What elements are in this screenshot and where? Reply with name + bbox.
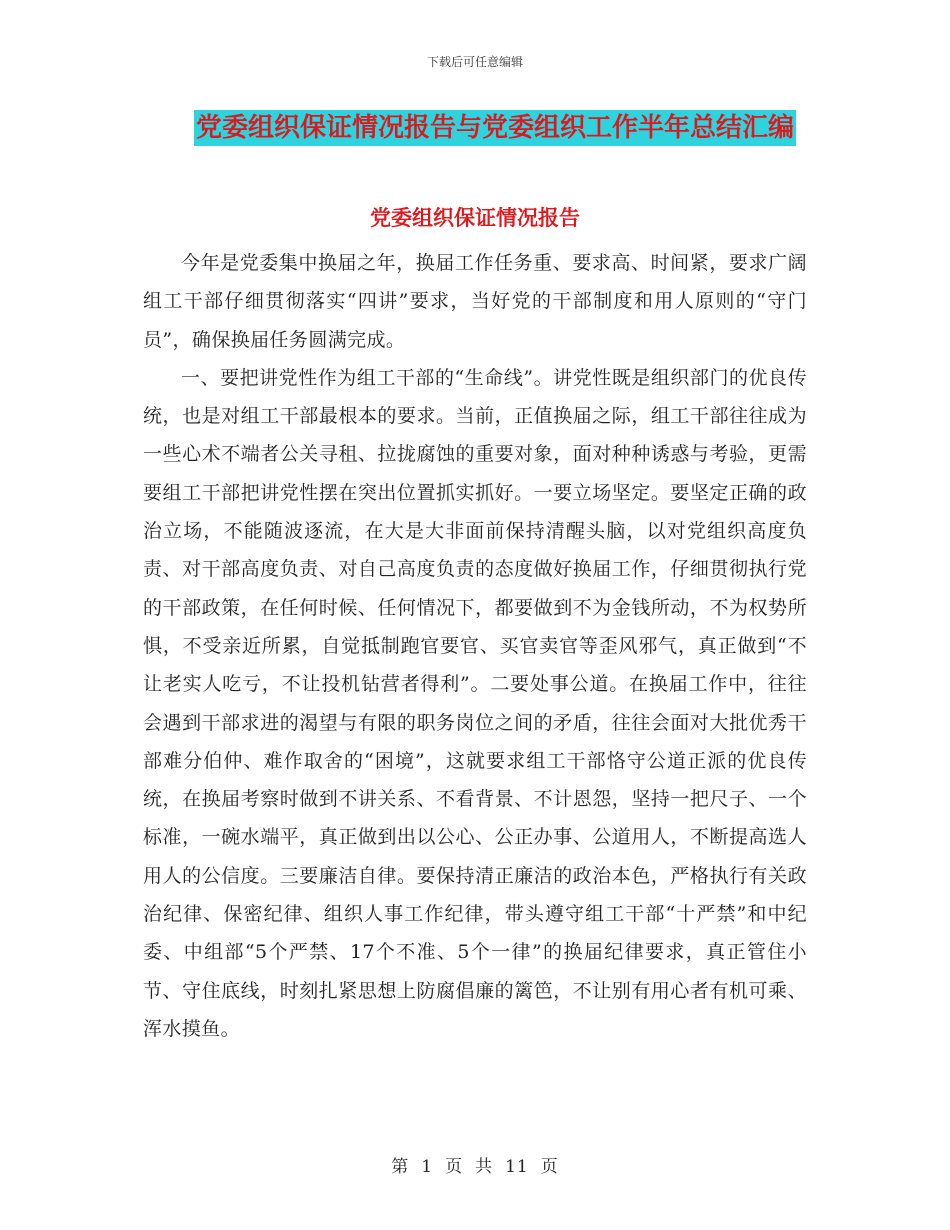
page-footer	[0, 1152, 950, 1177]
document-body	[143, 244, 807, 1048]
footer-total-word: 共	[475, 1157, 494, 1177]
footer-page-word: 页	[445, 1157, 464, 1177]
paragraph-intro: 今年是党委集中换届之年，换届工作任务重、要求高、时间紧，要求广阔组工干部仔细贯彻落实“四讲”要求，当好党的干部制度和用人原则的“守门员”，确保换届任务圆满完成。	[143, 252, 807, 351]
document-title-container	[0, 110, 950, 146]
paragraph-party-spirit: 一、要把讲党性作为组工干部的“生命线”。讲党性既是组织部门的优良传统，也是对组工干部最根本的要求。当前，正值换届之际，组工干部往往成为一些心术不端者公关寻租、拉拢腐蚀的重要对象，面对种种诱惑与考验，更需要组工干部把讲党性摆在突出位置抓实抓好。一要立场坚定。要坚定正确的政治立场，不能随波逐流，在大是大非面前保持清醒头脑，以对党组织高度负责、对干部高度负责、对自己高度负责的态度做好换届工作，仔细贯彻执行党的干部政策，在任何时候、任何情况下，都要做到不为金钱所动，不为权势所惧，不受亲近所累，自觉抵制跑官要官、买官卖官等歪风邪气，真正做到“不让老实人吃亏，不让投机钻营者得利”。二要处事公道。在换届工作中，往往会遇到干部求进的渴望与有限的职务岗位之间的矛盾，往往会面对大批优秀干部难分伯仲、难作取舍的“困境”，这就要求组工干部恪守公道正派的优良传统，在换届考察时做到不讲关系、不看背景、不计恩怨，坚持一把尺子、一个标准，一碗水端平，真正做到出以公心、公正办事、公道用人，不断提高选人用人的公信度。三要廉洁自律。要保持清正廉洁的政治本色，严格执行有关政治纪律、保密纪律、组织人事工作纪律，带头遵守组工干部“十严禁”和中纪委、中组部“5个严禁、17个不准、5个一律”的换届纪律要求，真正管住小节、守住底线，时刻扎紧思想上防腐倡廉的篱笆，不让别有用心者有机可乘、浑水摸鱼。	[143, 366, 807, 1040]
document-title: 党委组织保证情况报告与党委组织工作半年总结汇编	[194, 110, 796, 146]
header-note: 下载后可任意编辑	[426, 55, 523, 69]
footer-prefix: 第	[391, 1157, 410, 1177]
footer-current-page: 1	[421, 1157, 434, 1177]
footer-suffix: 页	[540, 1157, 559, 1177]
section-title: 党委组织保证情况报告	[370, 205, 580, 230]
footer-total-pages: 11	[505, 1157, 529, 1177]
